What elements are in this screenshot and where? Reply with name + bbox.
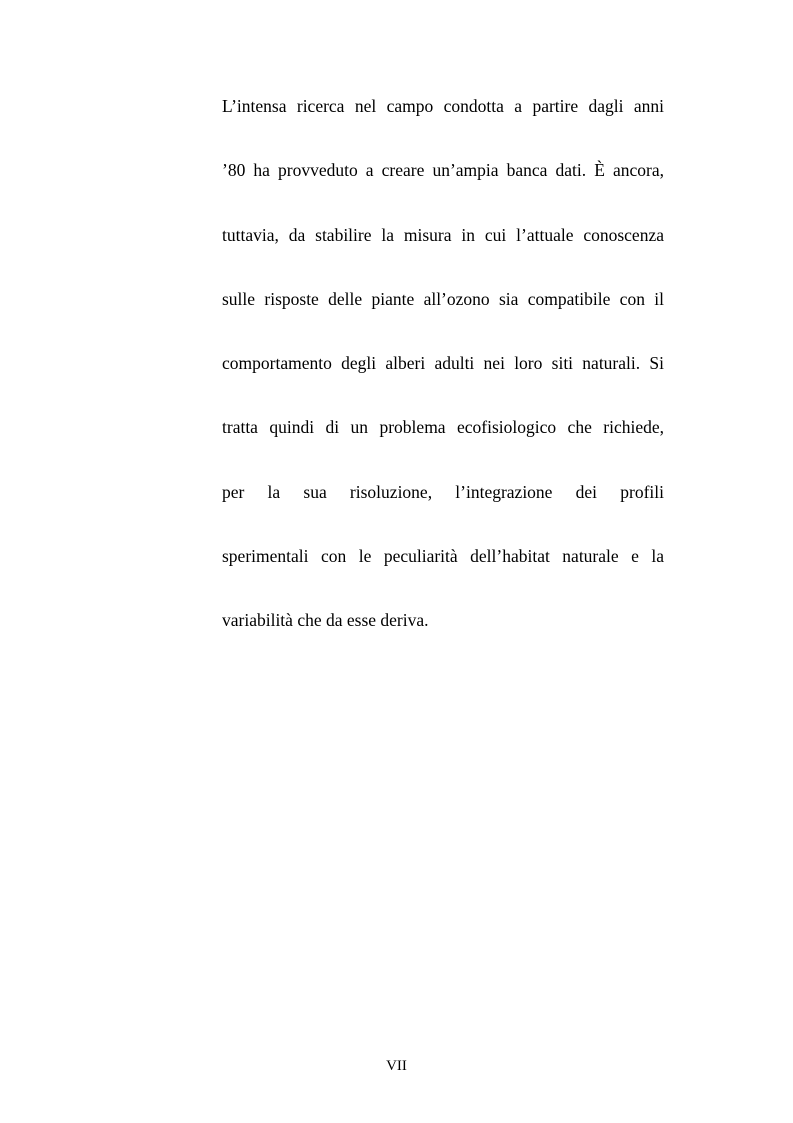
- paragraph-line: tratta quindi di un problema ecofisiologico che richiede,: [222, 417, 664, 438]
- paragraph-line: L’intensa ricerca nel campo condotta a partire dagli anni: [222, 96, 664, 116]
- page-number: VII: [386, 1058, 407, 1074]
- paragraph-line: per la sua risoluzione, l’integrazione dei profili: [222, 481, 664, 502]
- paragraph-line: variabilità che da esse deriva.: [222, 610, 429, 631]
- paragraph-line: comportamento degli alberi adulti nei loro siti naturali. Si: [222, 353, 664, 374]
- paragraph-line: sperimentali con le peculiarità dell’habitat naturale e la: [222, 546, 664, 567]
- paragraph-line: ’80 ha provveduto a creare un’ampia banca dati. È ancora,: [222, 160, 664, 181]
- body-paragraph: [222, 92, 664, 671]
- paragraph-line: tuttavia, da stabilire la misura in cui l’attuale conoscenza: [222, 224, 664, 245]
- paragraph-line: sulle risposte delle piante all’ozono sia compatibile con il: [222, 288, 664, 309]
